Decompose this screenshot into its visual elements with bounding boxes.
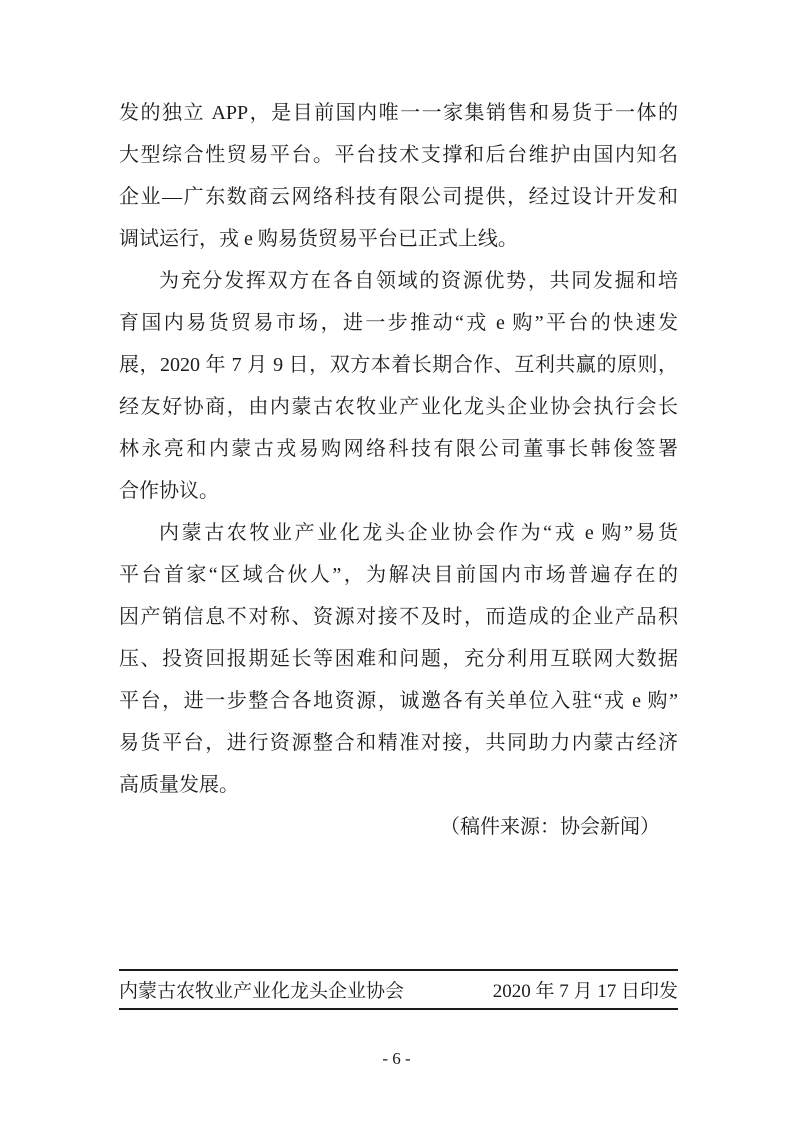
body-text — [119, 92, 678, 848]
text-line: 平台，进一步整合各地资源，诚邀各有关单位入驻“戎 e 购” — [119, 690, 678, 712]
text-line: 展，2020 年 7 月 9 日，双方本着长期合作、互利共赢的原则， — [119, 354, 678, 376]
text-line: 调试运行，戎 e 购易货贸易平台已正式上线。 — [119, 228, 518, 250]
text-line: 发的独立 APP，是目前国内唯一一家集销售和易货于一体的 — [119, 102, 678, 124]
text-line: 林永亮和内蒙古戎易购网络科技有限公司董事长韩俊签署 — [119, 438, 678, 460]
text-line: 经友好协商，由内蒙古农牧业产业化龙头企业协会执行会长 — [119, 396, 678, 418]
paragraph — [119, 92, 678, 260]
paragraph — [119, 260, 678, 512]
text-line: 育国内易货贸易市场，进一步推动“戎 e 购”平台的快速发 — [119, 312, 678, 334]
page-number: - 6 - — [382, 1049, 411, 1068]
text-line: 企业—广东数商云网络科技有限公司提供，经过设计开发和 — [119, 186, 678, 208]
text-line: 易货平台，进行资源整合和精准对接，共同助力内蒙古经济 — [119, 732, 678, 754]
text-line: 平台首家“区域合伙人”，为解决目前国内市场普遍存在的 — [119, 564, 678, 586]
paragraph — [119, 512, 678, 806]
text-line: 大型综合性贸易平台。平台技术支撑和后台维护由国内知名 — [119, 144, 678, 166]
footer-rule-box — [119, 969, 678, 1010]
text-line: 高质量发展。 — [119, 774, 239, 796]
print-date: 2020 年 7 月 17 日印发 — [492, 981, 678, 1002]
issuer-name: 内蒙古农牧业产业化龙头企业协会 — [119, 981, 405, 1002]
source-attribution: （稿件来源：协会新闻） — [440, 816, 660, 838]
text-line: 内蒙古农牧业产业化龙头企业协会作为“戎 e 购”易货 — [159, 522, 678, 544]
text-line: 为充分发挥双方在各自领域的资源优势，共同发掘和培 — [159, 270, 678, 292]
text-line: 压、投资回报期延长等困难和问题，充分利用互联网大数据 — [119, 648, 678, 670]
text-line: 因产销信息不对称、资源对接不及时，而造成的企业产品积 — [119, 606, 678, 628]
text-line: 合作协议。 — [119, 480, 219, 502]
